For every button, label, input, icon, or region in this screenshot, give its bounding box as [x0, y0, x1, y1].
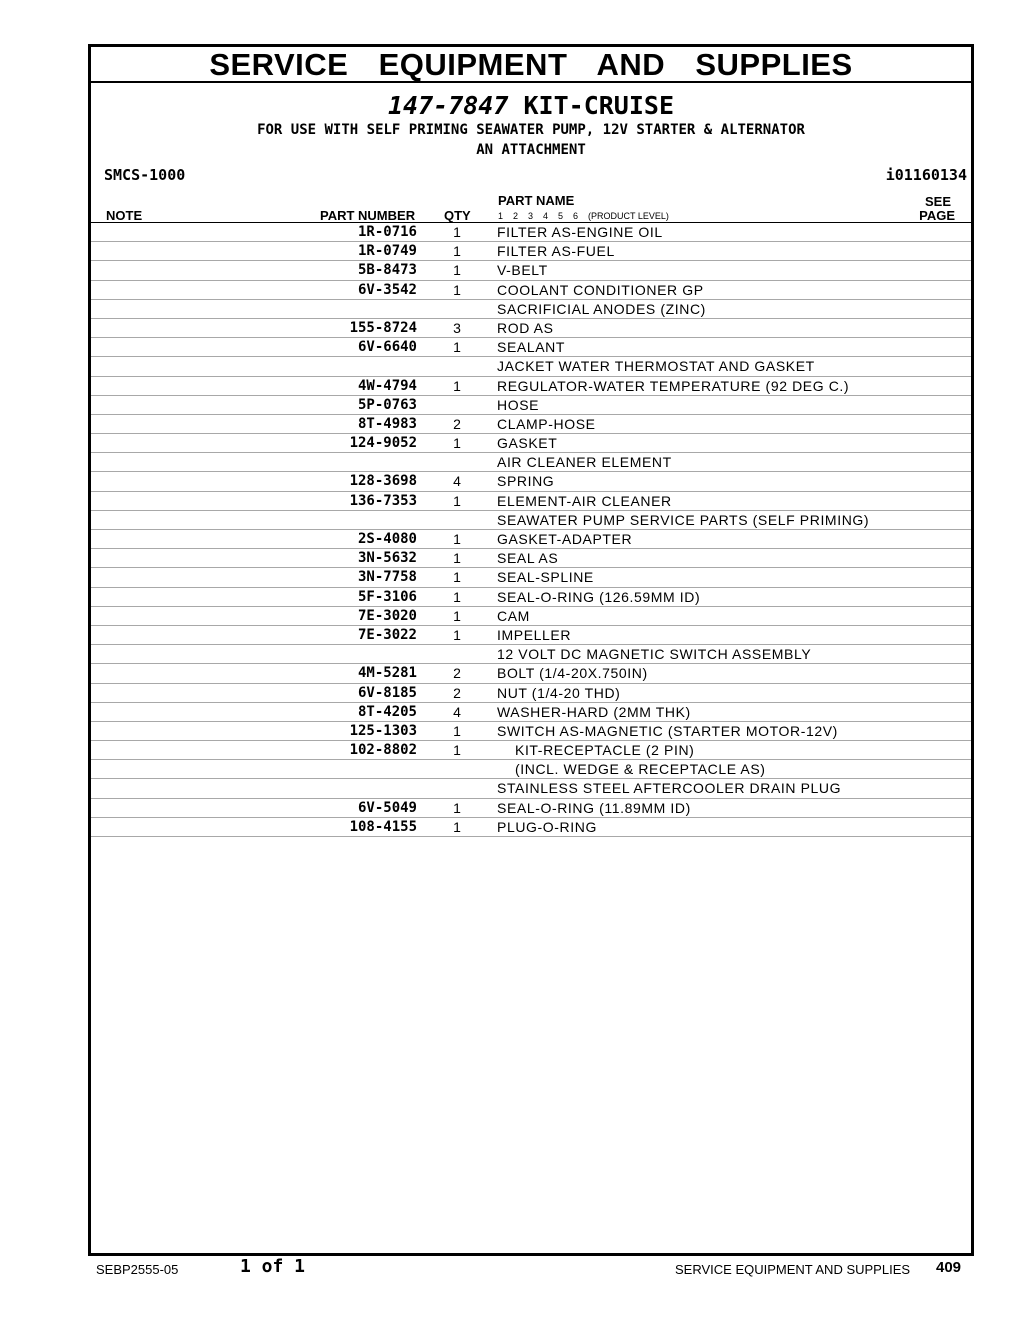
part-number: 4M-5281	[357, 665, 417, 682]
info-id: i01160134	[885, 166, 967, 184]
part-name: STAINLESS STEEL AFTERCOOLER DRAIN PLUG	[497, 780, 842, 797]
part-number: 6V-3542	[357, 281, 417, 298]
part-name: SEAL-O-RING (126.59MM ID)	[497, 588, 701, 605]
part-name: AIR CLEANER ELEMENT	[497, 454, 672, 471]
part-qty: 2	[453, 684, 461, 701]
part-qty: 1	[453, 377, 461, 394]
table-row	[91, 664, 971, 683]
part-qty: 1	[453, 626, 461, 643]
kit-description-line1: FOR USE WITH SELF PRIMING SEAWATER PUMP, 12V STARTER & ALTERNATOR	[257, 122, 805, 138]
part-qty: 4	[453, 473, 461, 490]
table-row	[91, 607, 971, 626]
part-name: REGULATOR-WATER TEMPERATURE (92 DEG C.)	[497, 377, 850, 394]
part-name: SEAL-SPLINE	[497, 569, 594, 586]
part-name: BOLT (1/4-20X.750IN)	[497, 665, 648, 682]
part-qty: 1	[453, 262, 461, 279]
table-row	[91, 799, 971, 818]
table-row	[91, 779, 971, 798]
smcs-code: SMCS-1000	[104, 166, 186, 184]
footer-page-of: 1 of 1	[240, 1256, 306, 1277]
part-name: KIT-RECEPTACLE (2 PIN)	[515, 742, 695, 759]
part-qty: 1	[453, 588, 461, 605]
table-row	[91, 281, 971, 300]
table-row	[91, 242, 971, 261]
part-number: 125-1303	[349, 722, 417, 739]
part-number: 6V-8185	[357, 684, 417, 701]
part-qty: 1	[453, 818, 461, 835]
part-name: JACKET WATER THERMOSTAT AND GASKET	[497, 358, 815, 375]
kit-description-line2: AN ATTACHMENT	[476, 142, 586, 158]
page-title: SERVICE EQUIPMENT AND SUPPLIES	[91, 47, 971, 83]
part-qty: 1	[453, 569, 461, 586]
part-name: IMPELLER	[497, 626, 572, 643]
kit-number: 147-7847	[388, 91, 509, 120]
part-name: GASKET	[497, 435, 558, 452]
table-row	[91, 319, 971, 338]
part-name: CAM	[497, 607, 530, 624]
table-row	[91, 472, 971, 491]
table-row	[91, 434, 971, 453]
part-number: 124-9052	[349, 435, 417, 452]
column-page: PAGE	[919, 208, 955, 223]
part-qty: 2	[453, 665, 461, 682]
table-row	[91, 453, 971, 472]
table-row	[91, 588, 971, 607]
part-number: 3N-5632	[357, 550, 417, 567]
part-name: SWITCH AS-MAGNETIC (STARTER MOTOR-12V)	[497, 722, 838, 739]
part-qty: 1	[453, 243, 461, 260]
footer-doc-number: SEBP2555-05	[96, 1262, 179, 1277]
part-qty: 1	[453, 799, 461, 816]
table-row	[91, 223, 971, 242]
part-name: (INCL. WEDGE & RECEPTACLE AS)	[515, 761, 766, 778]
table-row	[91, 818, 971, 837]
part-qty: 1	[453, 281, 461, 298]
table-row	[91, 760, 971, 779]
part-number: 136-7353	[349, 492, 417, 509]
footer-section: SERVICE EQUIPMENT AND SUPPLIES	[675, 1262, 911, 1277]
part-name: COOLANT CONDITIONER GP	[497, 281, 704, 298]
table-row	[91, 377, 971, 396]
part-qty: 1	[453, 435, 461, 452]
table-row	[91, 396, 971, 415]
table-row	[91, 300, 971, 319]
part-qty: 2	[453, 415, 461, 432]
part-name: SEAL AS	[497, 550, 559, 567]
table-row	[91, 511, 971, 530]
part-number: 1R-0749	[357, 243, 417, 260]
table-row	[91, 645, 971, 664]
part-number: 6V-5049	[357, 799, 417, 816]
part-qty: 1	[453, 339, 461, 356]
part-qty: 1	[453, 492, 461, 509]
table-row	[91, 703, 971, 722]
part-number: 7E-3020	[357, 607, 417, 624]
part-number: 3N-7758	[357, 569, 417, 586]
part-name: SACRIFICIAL ANODES (ZINC)	[497, 300, 706, 317]
column-see: SEE	[924, 194, 951, 209]
part-name: V-BELT	[497, 262, 548, 279]
part-number: 7E-3022	[357, 626, 417, 643]
parts-table	[91, 223, 971, 837]
part-name: FILTER AS-FUEL	[497, 243, 615, 260]
part-number: 102-8802	[349, 742, 417, 759]
part-number: 5F-3106	[357, 588, 417, 605]
part-name: FILTER AS-ENGINE OIL	[497, 224, 663, 240]
part-name: GASKET-ADAPTER	[497, 531, 633, 547]
part-number: 6V-6640	[357, 339, 417, 356]
part-name: WASHER-HARD (2MM THK)	[497, 703, 691, 720]
table-row	[91, 722, 971, 741]
table-row	[91, 415, 971, 434]
part-name: SPRING	[497, 473, 555, 490]
part-number: 108-4155	[349, 818, 417, 835]
column-part-name: PART NAME	[498, 193, 575, 208]
part-qty: 1	[453, 224, 461, 240]
part-qty: 4	[453, 703, 461, 720]
part-number: 1R-0716	[357, 224, 417, 240]
table-row	[91, 549, 971, 568]
table-row	[91, 684, 971, 703]
column-note: NOTE	[106, 208, 143, 223]
part-number: 128-3698	[349, 473, 417, 490]
table-row	[91, 568, 971, 587]
part-qty: 1	[453, 742, 461, 759]
column-product-levels: 1 2 3 4 5 6 (PRODUCT LEVEL)	[498, 211, 669, 221]
column-part-number: PART NUMBER	[320, 208, 416, 223]
part-name: PLUG-O-RING	[497, 818, 597, 835]
part-qty: 1	[453, 607, 461, 624]
page-frame	[88, 44, 974, 1256]
part-number: 5B-8473	[357, 262, 417, 279]
part-number: 155-8724	[349, 319, 417, 336]
part-qty: 1	[453, 531, 461, 547]
table-row	[91, 492, 971, 511]
part-number: 5P-0763	[357, 396, 417, 413]
table-row	[91, 357, 971, 376]
table-row	[91, 261, 971, 280]
part-name: 12 VOLT DC MAGNETIC SWITCH ASSEMBLY	[497, 646, 812, 663]
footer-page-number: 409	[936, 1259, 962, 1276]
column-qty: QTY	[444, 208, 471, 223]
part-number: 4W-4794	[357, 377, 417, 394]
part-name: ELEMENT-AIR CLEANER	[497, 492, 672, 509]
table-row	[91, 741, 971, 760]
part-name: HOSE	[497, 396, 540, 413]
part-name: CLAMP-HOSE	[497, 415, 596, 432]
part-name: NUT (1/4-20 THD)	[497, 684, 621, 701]
part-number: 8T-4983	[357, 415, 417, 432]
part-qty: 1	[453, 550, 461, 567]
kit-name: KIT-CRUISE	[523, 91, 674, 120]
table-row	[91, 530, 971, 549]
part-qty: 3	[453, 319, 461, 336]
part-number: 8T-4205	[357, 703, 417, 720]
part-qty: 1	[453, 722, 461, 739]
kit-heading	[91, 91, 971, 121]
part-name: SEALANT	[497, 339, 565, 356]
part-name: SEAL-O-RING (11.89MM ID)	[497, 799, 691, 816]
part-name: ROD AS	[497, 319, 554, 336]
table-row	[91, 626, 971, 645]
table-row	[91, 338, 971, 357]
part-number: 2S-4080	[357, 531, 417, 547]
part-name: SEAWATER PUMP SERVICE PARTS (SELF PRIMING)	[497, 511, 870, 528]
